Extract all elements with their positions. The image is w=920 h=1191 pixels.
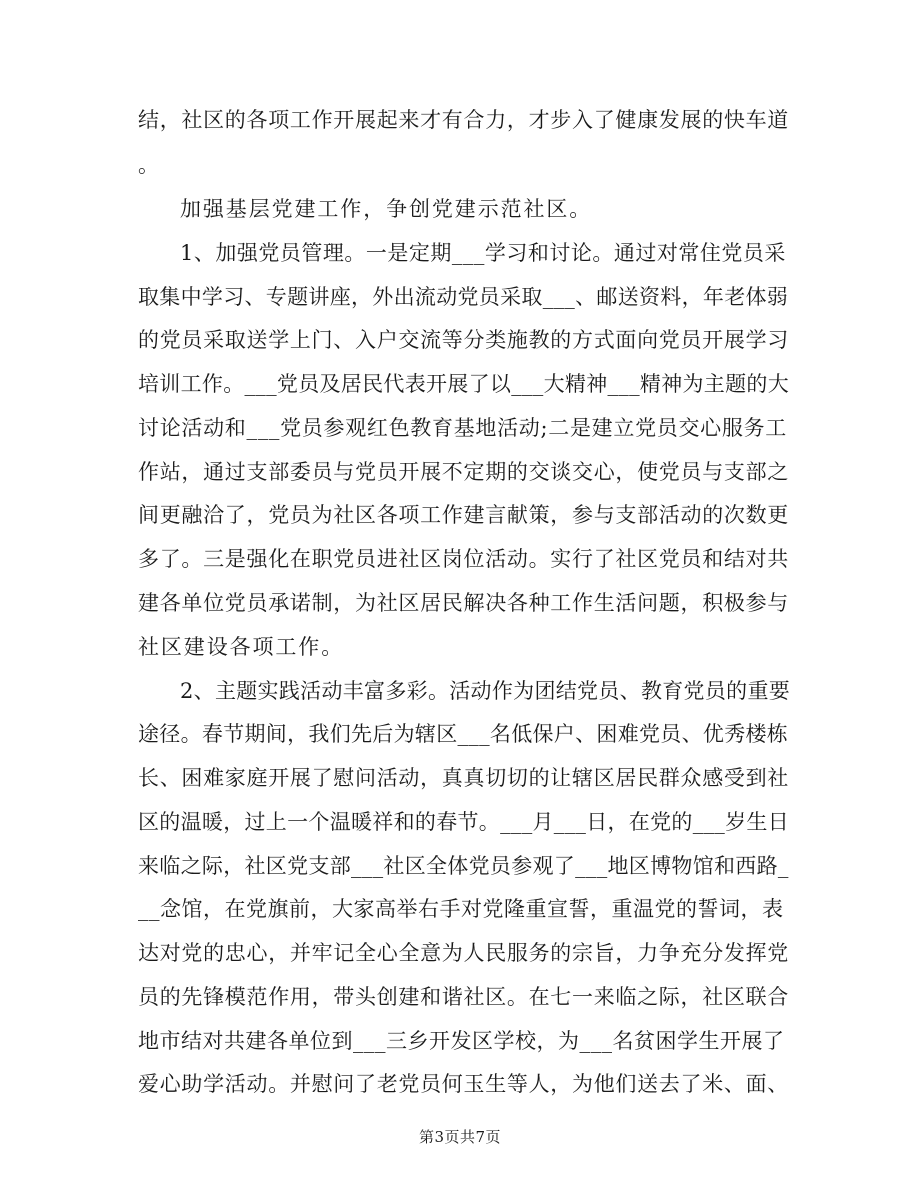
text-line-7: 培训工作。___党员及居民代表开展了以___大精神___精神为主题的大	[138, 372, 789, 396]
text-line-23: 爱心助学活动。并慰问了老党员何玉生等人，为他们送去了米、面、	[138, 1072, 789, 1096]
text-line-11: 多了。三是强化在职党员进社区岗位活动。实行了社区党员和结对共	[138, 547, 789, 571]
text-line-5: 取集中学习、专题讲座，外出流动党员采取___、邮送资料，年老体弱	[138, 285, 789, 309]
text-line-18: 来临之际，社区党支部___社区全体党员参观了___地区博物馆和西路_	[138, 854, 789, 878]
text-line-20: 达对党的忠心，并牢记全心全意为人民服务的宗旨，力争充分发挥党	[138, 941, 789, 965]
text-line-16: 长、困难家庭开展了慰问活动，真真切切的让辖区居民群众感受到社	[138, 766, 789, 790]
text-line-14: 2、主题实践活动丰富多彩。活动作为团结党员、教育党员的重要	[180, 679, 791, 703]
text-line-17: 区的温暖，过上一个温暖祥和的春节。___月___日，在党的___岁生日	[138, 810, 789, 834]
text-line-2: 。	[138, 153, 161, 177]
text-line-10: 间更融洽了，党员为社区各项工作建言献策，参与支部活动的次数更	[138, 503, 789, 527]
text-line-19: __念馆，在党旗前，大家高举右手对党隆重宣誓，重温党的誓词，表	[138, 897, 784, 921]
text-line-6: 的党员采取送学上门、入户交流等分类施教的方式面向党员开展学习	[138, 328, 789, 352]
text-line-1: 结，社区的各项工作开展起来才有合力，才步入了健康发展的快车道	[138, 108, 789, 132]
text-line-15: 途径。春节期间，我们先后为辖区___名低保户、困难党员、优秀楼栋	[138, 722, 789, 746]
text-line-13: 社区建设各项工作。	[138, 635, 345, 659]
text-line-9: 作站，通过支部委员与党员开展不定期的交谈交心，使党员与支部之	[138, 460, 789, 484]
section-heading: 加强基层党建工作，争创党建示范社区。	[180, 197, 593, 221]
text-line-4: 1、加强党员管理。一是定期___学习和讨论。通过对常住党员采	[180, 241, 786, 265]
page-number: 第3页共7页	[418, 1128, 502, 1146]
text-line-8: 讨论活动和___党员参观红色教育基地活动;二是建立党员交心服务工	[138, 416, 787, 440]
text-line-21: 员的先锋模范作用，带头创建和谐社区。在七一来临之际，社区联合	[138, 985, 789, 1009]
text-line-22: 地市结对共建各单位到___三乡开发区学校，为___名贫困学生开展了	[138, 1029, 785, 1053]
text-line-12: 建各单位党员承诺制，为社区居民解决各种工作生活问题，积极参与	[138, 591, 789, 615]
